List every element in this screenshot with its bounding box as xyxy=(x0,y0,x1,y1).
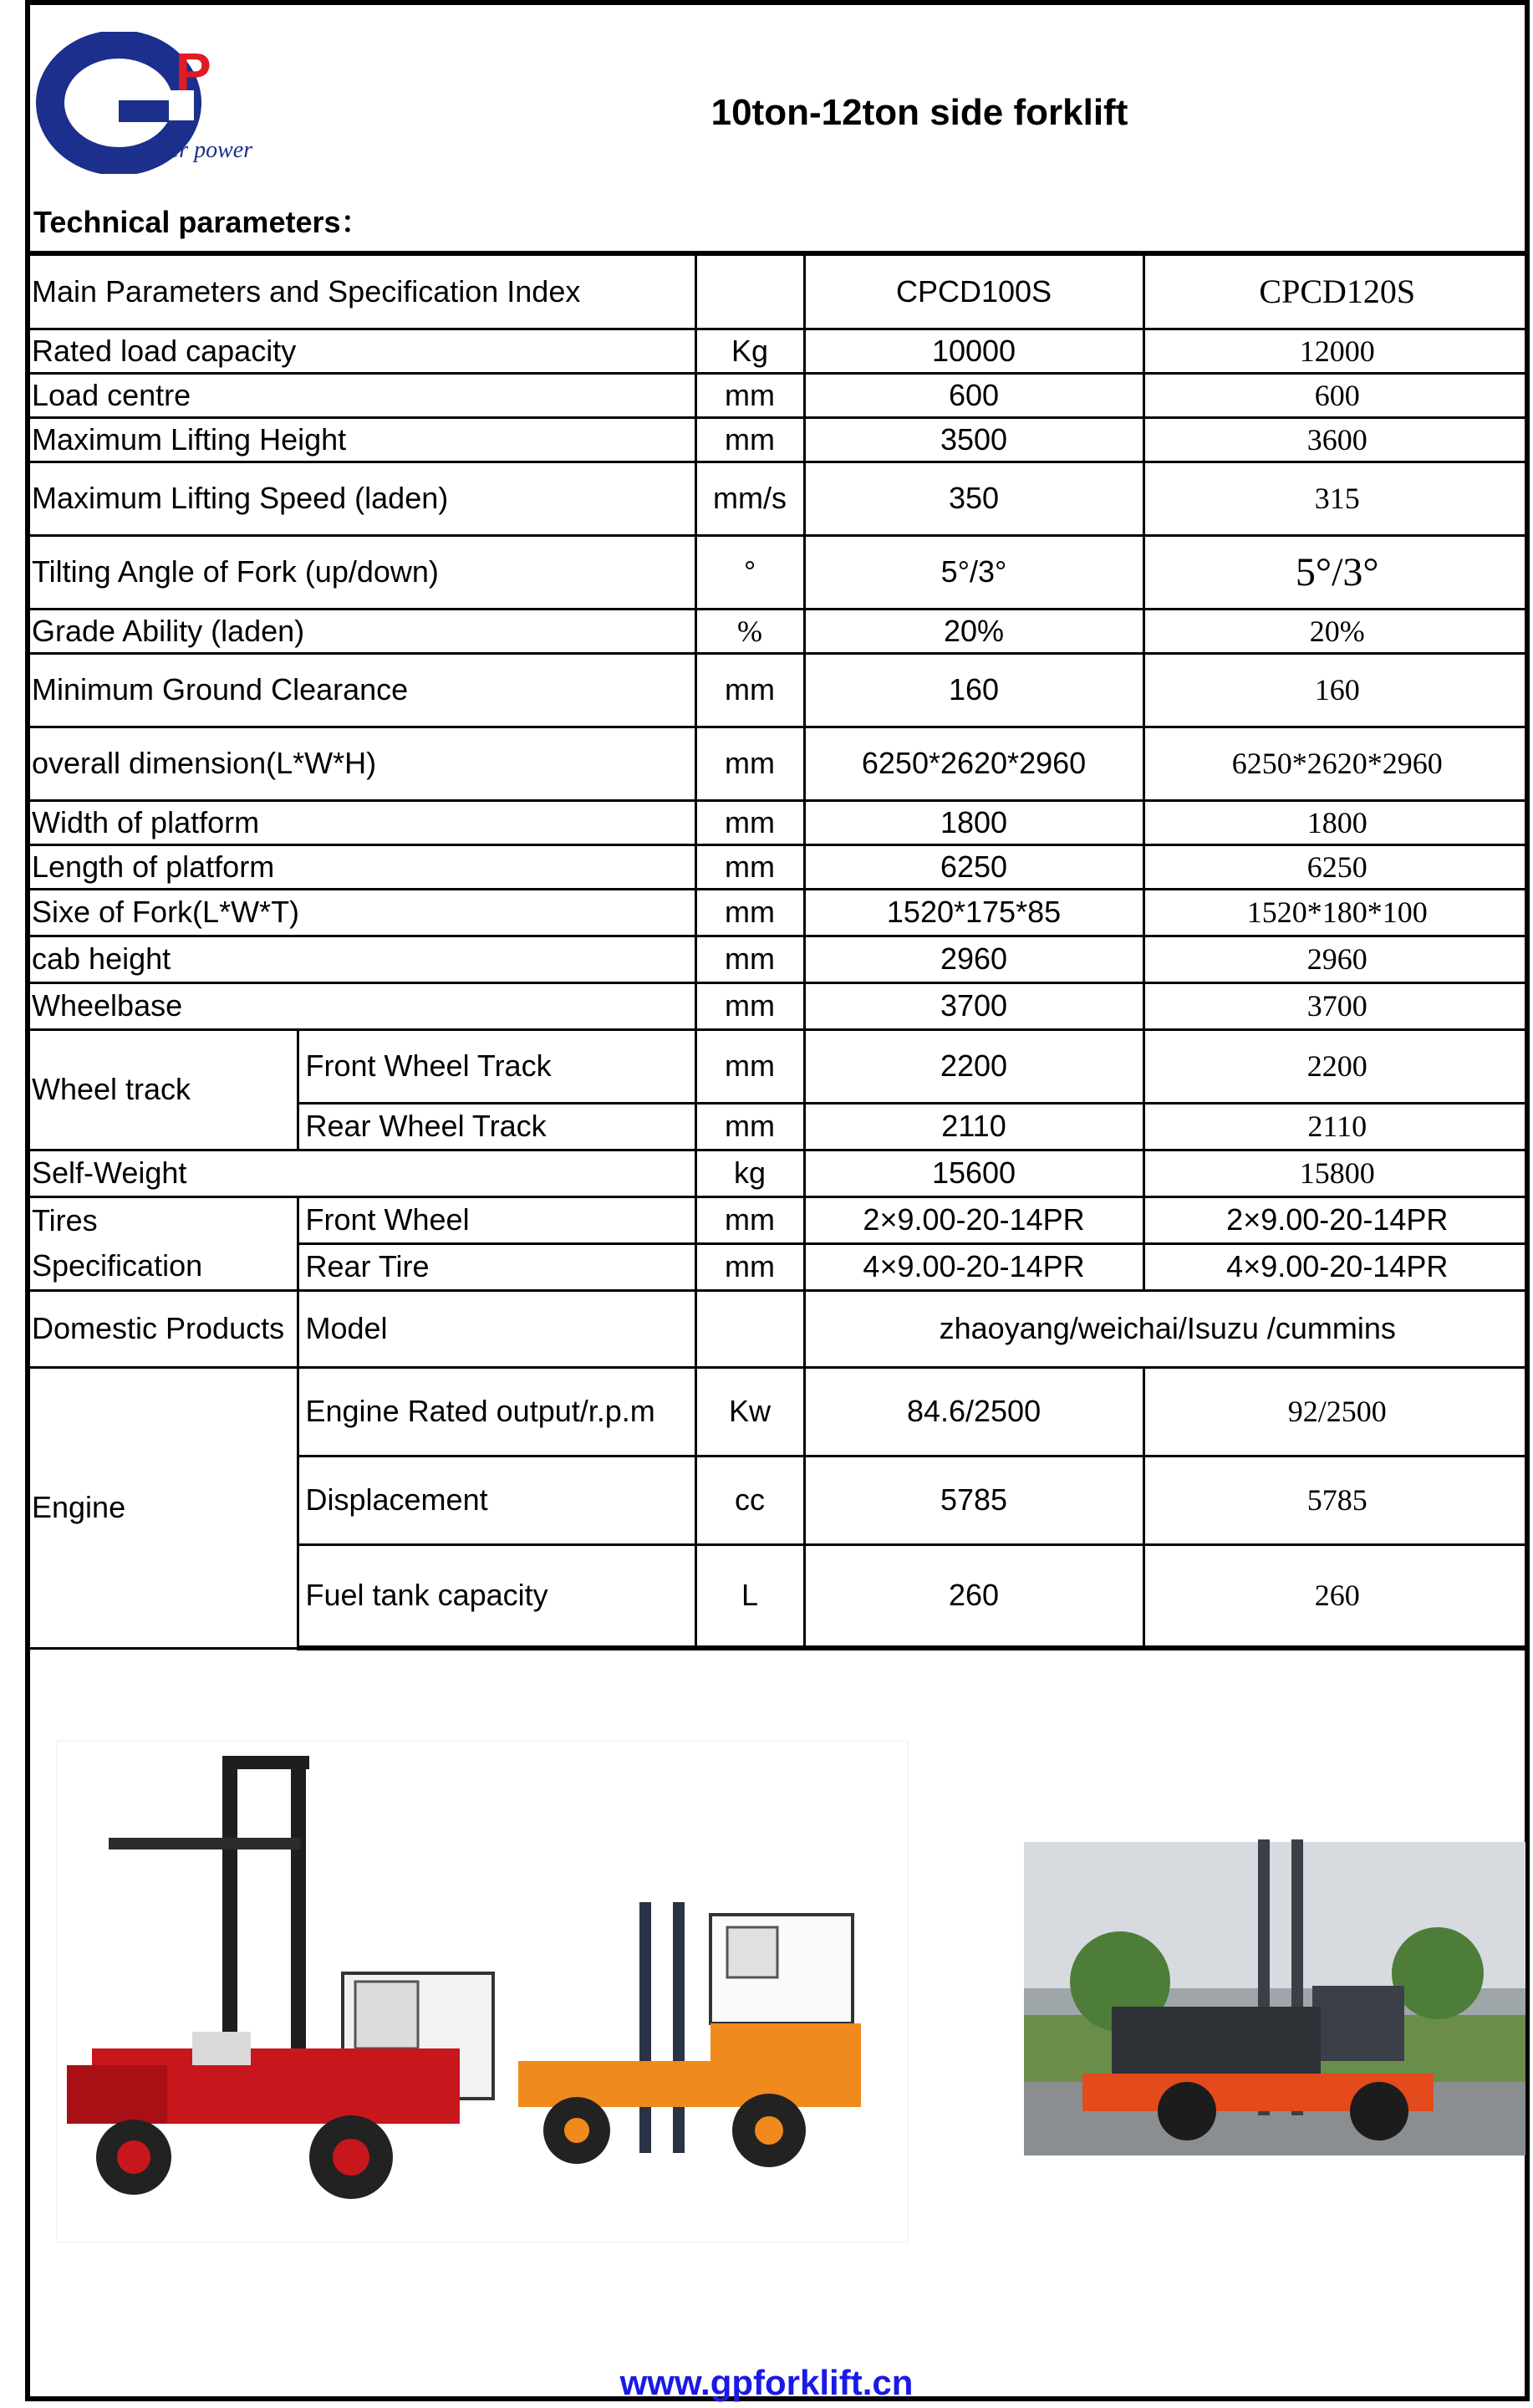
row-unit: mm xyxy=(695,800,804,844)
table-row xyxy=(25,889,1530,936)
row-unit: mm xyxy=(695,844,804,889)
row-value-a: 2×9.00-20-14PR xyxy=(804,1196,1143,1243)
table-row xyxy=(25,609,1530,653)
row-value-a: 3500 xyxy=(804,417,1143,462)
row-label: cab height xyxy=(25,936,695,982)
row-label: Rear Wheel Track xyxy=(298,1103,695,1150)
table-row xyxy=(25,329,1530,373)
row-label: Load centre xyxy=(25,373,695,417)
table-row xyxy=(25,844,1530,889)
row-label: Length of platform xyxy=(25,844,695,889)
row-value-a: 5785 xyxy=(804,1456,1143,1544)
table-row xyxy=(25,936,1530,982)
row-label: Tilting Angle of Fork (up/down) xyxy=(25,535,695,609)
group-tires: Tires xyxy=(25,1196,298,1243)
row-label: Self-Weight xyxy=(25,1150,695,1196)
row-value-a: 2200 xyxy=(804,1029,1143,1103)
row-value-b: 5785 xyxy=(1143,1456,1530,1544)
table-row xyxy=(25,1196,1530,1243)
row-value-b: 5°/3° xyxy=(1143,535,1530,609)
table-row xyxy=(25,982,1530,1029)
row-label: Minimum Ground Clearance xyxy=(25,653,695,727)
row-value-b: 1800 xyxy=(1143,800,1530,844)
row-label: Engine Rated output/r.p.m xyxy=(298,1367,695,1456)
header-label: Main Parameters and Specification Index xyxy=(25,253,695,329)
row-value-b: 3600 xyxy=(1143,417,1530,462)
table-row xyxy=(25,1150,1530,1196)
row-value-b: 2110 xyxy=(1143,1103,1530,1150)
row-label: Front Wheel xyxy=(298,1196,695,1243)
row-unit xyxy=(695,1290,804,1367)
row-unit: cc xyxy=(695,1456,804,1544)
gp-logo xyxy=(35,32,286,174)
logo-tagline: gather power xyxy=(127,137,253,163)
page-title: 10ton-12ton side forklift xyxy=(710,92,1128,133)
table-row xyxy=(25,1290,1530,1367)
table-row xyxy=(25,417,1530,462)
row-value-b: 15800 xyxy=(1143,1150,1530,1196)
row-unit: Kg xyxy=(695,329,804,373)
row-value-b: 260 xyxy=(1143,1544,1530,1648)
row-value-b: 1520*180*100 xyxy=(1143,889,1530,936)
row-value-b: 160 xyxy=(1143,653,1530,727)
header-model-b: CPCD120S xyxy=(1143,253,1530,329)
row-label: Width of platform xyxy=(25,800,695,844)
table-row xyxy=(25,535,1530,609)
row-unit: mm xyxy=(695,727,804,800)
row-value-a: 260 xyxy=(804,1544,1143,1648)
row-unit: mm xyxy=(695,373,804,417)
table-row xyxy=(25,462,1530,535)
table-row xyxy=(25,1367,1530,1456)
row-label: Wheelbase xyxy=(25,982,695,1029)
svg-text:P: P xyxy=(176,42,211,102)
row-value-domestic: zhaoyang/weichai/Isuzu /cummins xyxy=(804,1290,1530,1367)
row-value-a: 2110 xyxy=(804,1103,1143,1150)
table-row xyxy=(25,800,1530,844)
row-unit: mm xyxy=(695,417,804,462)
section-title: Technical parameters： xyxy=(33,205,371,239)
row-value-b: 20% xyxy=(1143,609,1530,653)
row-value-b: 600 xyxy=(1143,373,1530,417)
row-value-b: 2200 xyxy=(1143,1029,1530,1103)
row-label: Maximum Lifting Speed (laden) xyxy=(25,462,695,535)
product-photos xyxy=(25,1647,1530,2316)
row-value-b: 12000 xyxy=(1143,329,1530,373)
row-unit: mm xyxy=(695,982,804,1029)
row-value-a: 350 xyxy=(804,462,1143,535)
row-value-a: 6250 xyxy=(804,844,1143,889)
group-wheel-track: Wheel track xyxy=(25,1029,298,1150)
row-value-a: 6250*2620*2960 xyxy=(804,727,1143,800)
header-unit xyxy=(695,253,804,329)
row-value-a: 1520*175*85 xyxy=(804,889,1143,936)
group-engine: Engine xyxy=(25,1367,298,1648)
row-label: Rear Tire xyxy=(298,1243,695,1290)
row-value-b: 3700 xyxy=(1143,982,1530,1029)
row-unit: ° xyxy=(695,535,804,609)
row-label: Front Wheel Track xyxy=(298,1029,695,1103)
row-value-a: 4×9.00-20-14PR xyxy=(804,1243,1143,1290)
table-row xyxy=(25,1243,1530,1290)
group-tires-specification: Specification xyxy=(25,1243,298,1290)
row-value-b: 4×9.00-20-14PR xyxy=(1143,1243,1530,1290)
row-label: Model xyxy=(298,1290,695,1367)
row-value-b: 2960 xyxy=(1143,936,1530,982)
row-unit: mm xyxy=(695,653,804,727)
row-value-b: 315 xyxy=(1143,462,1530,535)
row-label: Displacement xyxy=(298,1456,695,1544)
header-model-a: CPCD100S xyxy=(804,253,1143,329)
table-row xyxy=(25,727,1530,800)
row-unit: mm xyxy=(695,1029,804,1103)
row-unit: mm xyxy=(695,1243,804,1290)
table-row xyxy=(25,1029,1530,1103)
row-label: Fuel tank capacity xyxy=(298,1544,695,1648)
spec-table xyxy=(25,251,1530,1650)
website-link[interactable]: www.gpforklift.cn xyxy=(619,2363,914,2402)
row-unit: L xyxy=(695,1544,804,1648)
group-domestic-products: Domestic Products xyxy=(25,1290,298,1367)
row-unit: mm xyxy=(695,1196,804,1243)
row-value-a: 1800 xyxy=(804,800,1143,844)
row-label: Rated load capacity xyxy=(25,329,695,373)
row-label: Sixe of Fork(L*W*T) xyxy=(25,889,695,936)
table-header-row xyxy=(25,253,1530,329)
forklift-photo-left xyxy=(57,1741,908,2242)
forklift-photo-right xyxy=(1024,1839,1525,2155)
table-row xyxy=(25,373,1530,417)
row-unit: mm/s xyxy=(695,462,804,535)
row-label: Grade Ability (laden) xyxy=(25,609,695,653)
row-value-a: 84.6/2500 xyxy=(804,1367,1143,1456)
row-value-a: 5°/3° xyxy=(804,535,1143,609)
row-value-a: 15600 xyxy=(804,1150,1143,1196)
row-value-a: 10000 xyxy=(804,329,1143,373)
row-label: overall dimension(L*W*H) xyxy=(25,727,695,800)
row-unit: mm xyxy=(695,1103,804,1150)
row-value-a: 2960 xyxy=(804,936,1143,982)
row-value-a: 3700 xyxy=(804,982,1143,1029)
table-row xyxy=(25,653,1530,727)
row-value-a: 20% xyxy=(804,609,1143,653)
row-unit: mm xyxy=(695,936,804,982)
row-unit: kg xyxy=(695,1150,804,1196)
row-value-b: 2×9.00-20-14PR xyxy=(1143,1196,1530,1243)
row-value-a: 600 xyxy=(804,373,1143,417)
row-unit: Kw xyxy=(695,1367,804,1456)
row-value-b: 6250*2620*2960 xyxy=(1143,727,1530,800)
row-value-b: 6250 xyxy=(1143,844,1530,889)
row-unit: % xyxy=(695,609,804,653)
row-value-b: 92/2500 xyxy=(1143,1367,1530,1456)
row-value-a: 160 xyxy=(804,653,1143,727)
row-unit: mm xyxy=(695,889,804,936)
row-label: Maximum Lifting Height xyxy=(25,417,695,462)
